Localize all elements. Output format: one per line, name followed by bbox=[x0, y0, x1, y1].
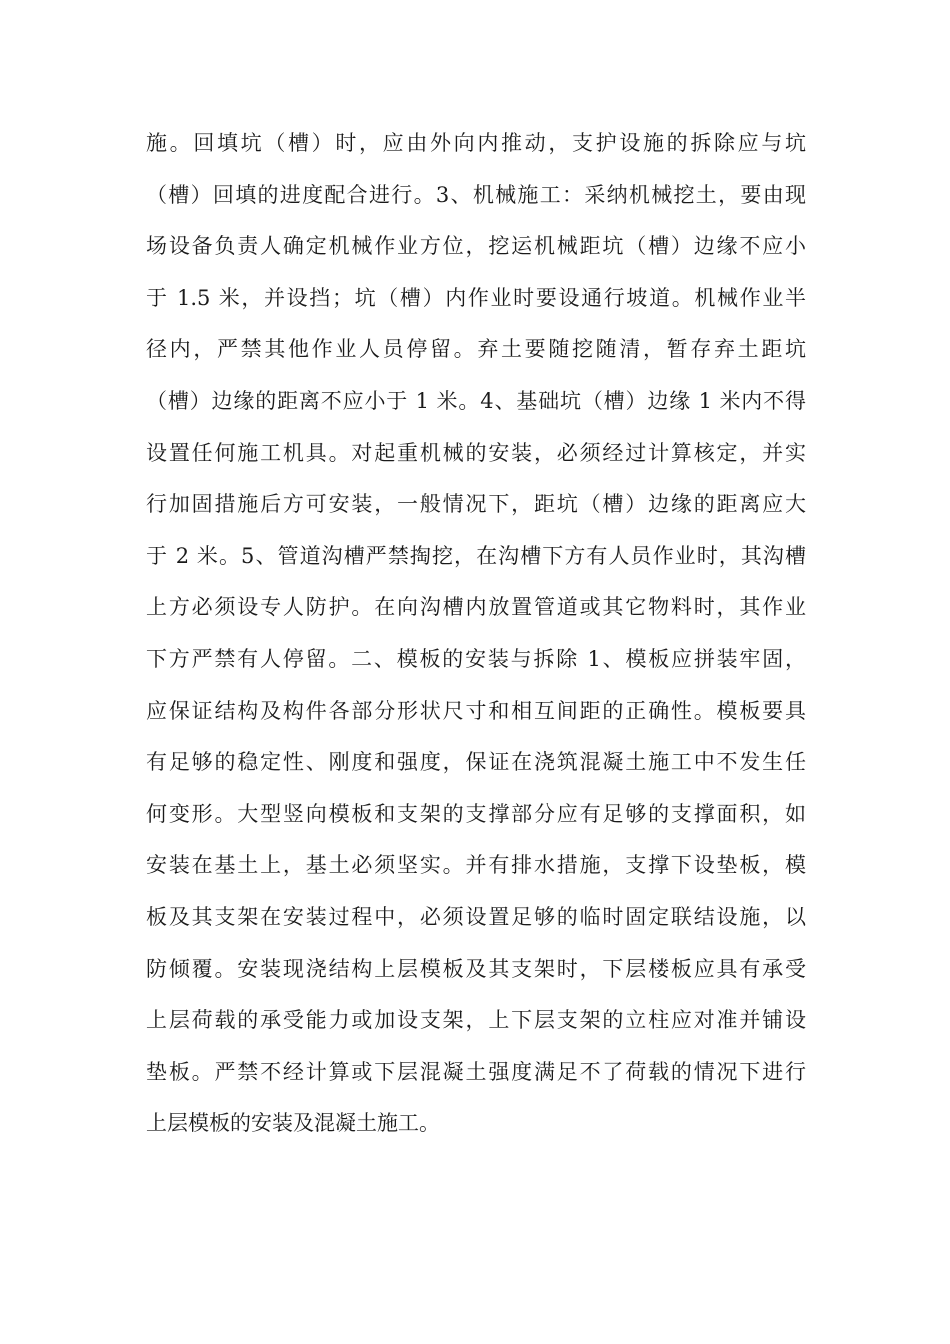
text-line-5: 径内，严禁其他作业人员停留。弃土要随挖随清，暂存弃土距坑 bbox=[146, 337, 806, 362]
text-line-6: （槽）边缘的距离不应小于 1 米。4、基础坑（槽）边缘 1 米内不得 bbox=[146, 388, 806, 413]
text-line-1: 施。回填坑（槽）时，应由外向内推动，支护设施的拆除应与坑 bbox=[146, 131, 806, 155]
text-line-12: 应保证结构及构件各部分形状尺寸和相互间距的正确性。模板要具 bbox=[146, 698, 806, 723]
text-line-19: 垫板。严禁不经计算或下层混凝土强度满足不了荷载的情况下进行 bbox=[146, 1059, 806, 1084]
text-line-16: 板及其支架在安装过程中，必须设置足够的临时固定联结设施，以 bbox=[146, 904, 806, 929]
text-line-8: 行加固措施后方可安装，一般情况下，距坑（槽）边缘的距离应大 bbox=[146, 492, 806, 517]
text-line-15: 安装在基土上，基土必须坚实。并有排水措施，支撑下设垫板，模 bbox=[146, 853, 806, 878]
text-line-4: 于 1.5 米，并设挡；坑（槽）内作业时要设通行坡道。机械作业半 bbox=[146, 285, 806, 310]
text-line-2: （槽）回填的进度配合进行。3、机械施工：采纳机械挖土，要由现 bbox=[146, 182, 806, 207]
text-line-17: 防倾覆。安装现浇结构上层模板及其支架时，下层楼板应具有承受 bbox=[146, 956, 806, 981]
text-line-7: 设置任何施工机具。对起重机械的安装，必须经过计算核定，并实 bbox=[146, 440, 806, 465]
text-line-18: 上层荷载的承受能力或加设支架，上下层支架的立柱应对准并铺设 bbox=[146, 1008, 806, 1033]
text-line-13: 有足够的稳定性、刚度和强度，保证在浇筑混凝土施工中不发生任 bbox=[146, 750, 806, 775]
text-line-10: 上方必须设专人防护。在向沟槽内放置管道或其它物料时，其作业 bbox=[146, 595, 806, 620]
text-line-9: 于 2 米。5、管道沟槽严禁掏挖，在沟槽下方有人员作业时，其沟槽 bbox=[146, 543, 806, 568]
text-line-14: 何变形。大型竖向模板和支架的支撑部分应有足够的支撑面积，如 bbox=[146, 801, 806, 826]
body-paragraph bbox=[146, 118, 806, 1150]
text-line-3: 场设备负责人确定机械作业方位，挖运机械距坑（槽）边缘不应小 bbox=[146, 234, 806, 259]
text-line-11: 下方严禁有人停留。二、模板的安装与拆除 1、模板应拼装牢固， bbox=[146, 646, 806, 671]
text-line-20: 上层模板的安装及混凝土施工。 bbox=[146, 1111, 440, 1136]
